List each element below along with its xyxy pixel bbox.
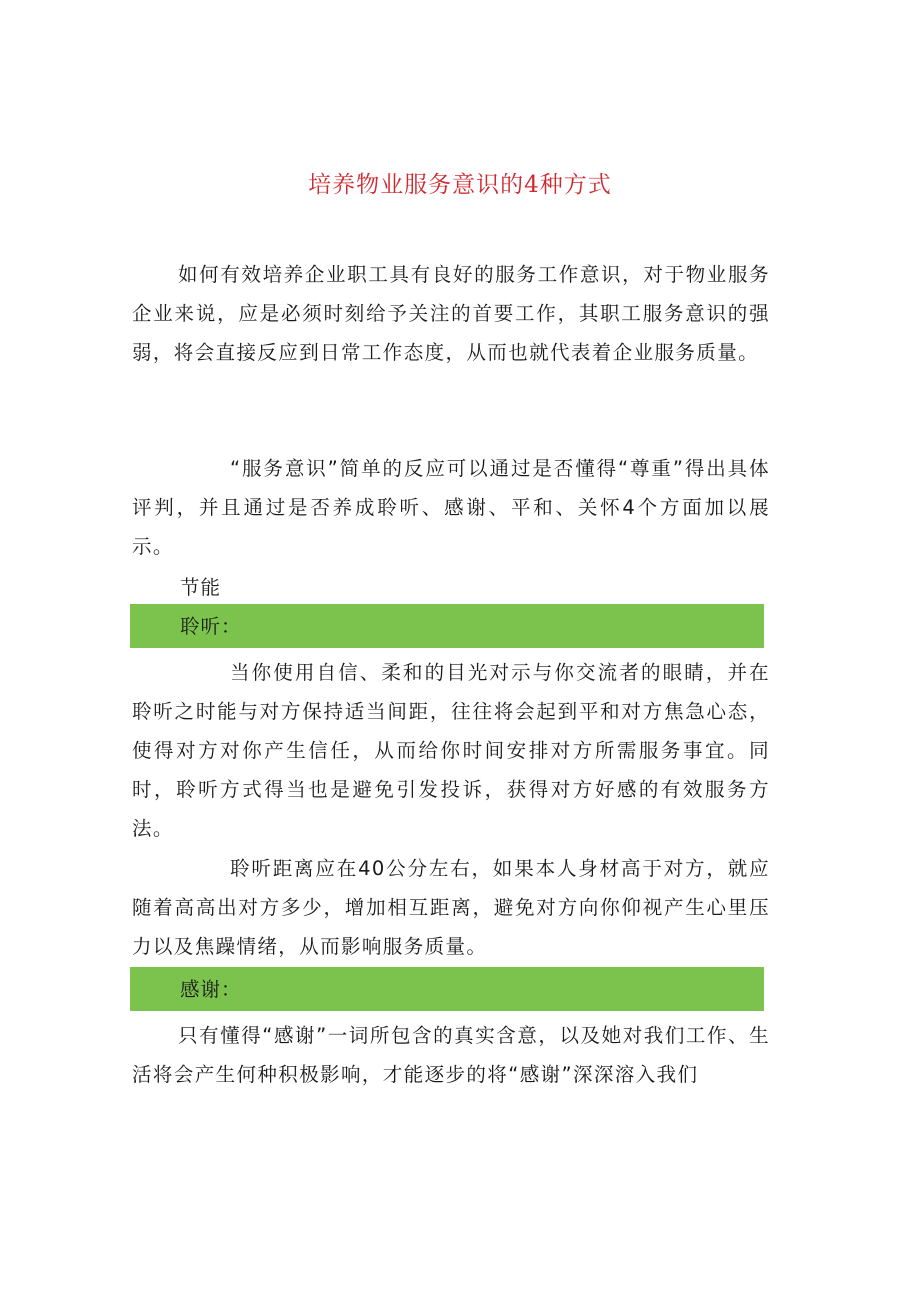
intro-paragraph: 如何有效培养企业职工具有良好的服务工作意识，对于物业服务企业来说，应是必须时刻给予关注的首要工作，其职工服务意识的强弱，将会直接反应到日常工作态度，从而也就代表着企业服务质量。 — [132, 263, 770, 364]
section-heading-band — [130, 604, 764, 648]
document-title: 培养物业服务意识的4种方式 — [308, 172, 612, 198]
section-heading: 聆听： — [180, 615, 242, 638]
section-heading: 感谢： — [180, 978, 242, 1001]
summary-paragraph: “服务意识”简单的反应可以通过是否懂得“尊重”得出具体评判，并且通过是否养成聆听、感谢、平和、关怀4个方面加以展示。 — [132, 457, 770, 558]
section-paragraph: 只有懂得“感谢”一词所包含的真实含意，以及她对我们工作、生活将会产生何种积极影响，才能逐步的将“感谢”深深溶入我们 — [132, 1024, 770, 1086]
section-paragraph: 聆听距离应在40公分左右，如果本人身材高于对方，就应随着高高出对方多少，增加相互距离，避免对方向你仰视产生心里压力以及焦躁情绪，从而影响服务质量。 — [132, 857, 770, 958]
section-paragraph: 当你使用自信、柔和的目光对示与你交流者的眼睛，并在聆听之时能与对方保持适当间距，往往将会起到平和对方焦急心态，使得对方对你产生信任，从而给你时间安排对方所需服务事宜。同时，聆听方式得当也是避免引发投诉，获得对方好感的有效服务方法。 — [132, 661, 770, 840]
stray-label: 节能 — [180, 576, 222, 599]
section-heading-band — [130, 967, 764, 1011]
